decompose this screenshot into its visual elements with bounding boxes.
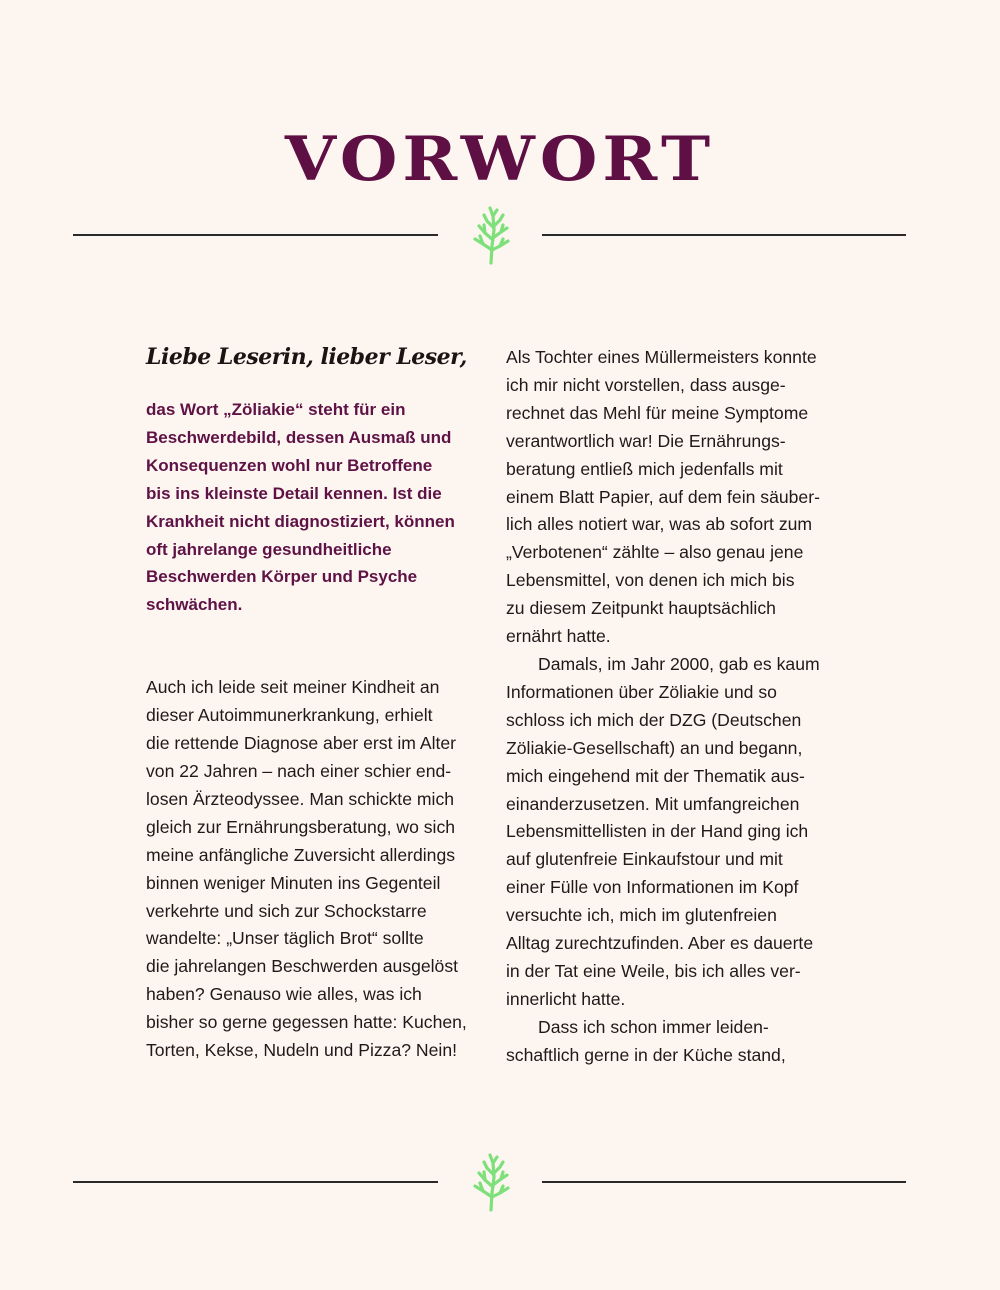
body-line: Damals, im Jahr 2000, gab es kaum <box>538 653 820 674</box>
body-line: beratung entließ mich jedenfalls mit <box>506 458 783 479</box>
intro-line: das Wort „Zöliakie“ steht für ein <box>146 400 406 419</box>
body-line: in der Tat eine Weile, bis ich alles ver- <box>506 960 801 981</box>
body-line: innerlicht hatte. <box>506 988 626 1009</box>
body-line: Auch ich leide seit meiner Kindheit an <box>146 677 440 698</box>
body-line: ich mir nicht vorstellen, dass ausge- <box>506 374 786 395</box>
body-line: rechnet das Mehl für meine Symptome <box>506 402 809 423</box>
body-line: schaftlich gerne in der Küche stand, <box>506 1044 786 1065</box>
intro-line: Beschwerden Körper und Psyche <box>146 567 418 587</box>
body-line: gleich zur Ernährungsberatung, wo sich <box>146 816 456 837</box>
body-line: Torten, Kekse, Nudeln und Pizza? Nein! <box>146 1040 457 1061</box>
divider-rule-right <box>542 234 906 236</box>
intro-line: Beschwerdebild, dessen Ausmaß und <box>146 427 452 447</box>
body-paragraph <box>506 1014 846 1070</box>
right-column <box>506 344 846 1070</box>
body-line: verantwortlich war! Die Ernährungs- <box>506 430 786 451</box>
fern-sprig-icon <box>470 206 512 266</box>
body-paragraph <box>506 651 846 1014</box>
body-line: Informationen über Zöliakie und so <box>506 681 777 702</box>
body-line: haben? Genauso wie alles, was ich <box>146 984 422 1005</box>
body-line: losen Ärzteodyssee. Man schickte mich <box>146 788 455 809</box>
intro-line: oft jahrelange gesundheitliche <box>146 539 392 559</box>
body-paragraph <box>506 344 846 651</box>
body-line: die jahrelangen Beschwerden ausgelöst <box>146 956 459 977</box>
body-line: „Verbotenen“ zählte – also genau jene <box>506 542 804 563</box>
page-title: VORWORT <box>284 123 716 196</box>
body-line: einer Fülle von Informationen im Kopf <box>506 877 799 898</box>
divider-rule-right <box>542 1181 906 1183</box>
body-line: ernährt hatte. <box>506 626 611 647</box>
salutation: Liebe Leserin, lieber Leser, <box>146 344 467 370</box>
body-line: dieser Autoimmunerkrankung, erhielt <box>146 705 433 726</box>
body-line: schloss ich mich der DZG (Deutschen <box>506 709 802 730</box>
intro-line: Krankheit nicht diagnostiziert, können <box>146 511 455 531</box>
body-line: Zöliakie-Gesellschaft) an und begann, <box>506 737 803 758</box>
body-line: meine anfängliche Zuversicht allerdings <box>146 844 456 865</box>
body-line: wandelte: „Unser täglich Brot“ sollte <box>146 928 424 949</box>
body-line: von 22 Jahren – nach einer schier end- <box>146 760 452 781</box>
body-line: einem Blatt Papier, auf dem fein säuber- <box>506 486 820 507</box>
left-column <box>146 342 486 1065</box>
body-line: Dass ich schon immer leiden- <box>538 1016 769 1037</box>
body-paragraph <box>146 674 486 1065</box>
body-line: verkehrte und sich zur Schockstarre <box>146 900 427 921</box>
body-line: Alltag zurechtzufinden. Aber es dauerte <box>506 933 814 954</box>
divider-rule-left <box>73 1181 438 1183</box>
body-line: binnen weniger Minuten ins Gegenteil <box>146 872 441 893</box>
body-line: mich eingehend mit der Thematik aus- <box>506 765 805 786</box>
divider-rule-left <box>73 234 438 236</box>
body-line: Als Tochter eines Müllermeisters konnte <box>506 347 817 367</box>
body-line: bisher so gerne gegessen hatte: Kuchen, <box>146 1012 467 1033</box>
intro-paragraph <box>146 396 486 619</box>
body-line: einanderzusetzen. Mit umfangreichen <box>506 793 800 814</box>
body-line: lich alles notiert war, was ab sofort zum <box>506 514 813 535</box>
body-line: auf glutenfreie Einkaufstour und mit <box>506 849 783 870</box>
intro-line: schwächen. <box>146 595 243 615</box>
body-line: Lebensmittel, von denen ich mich bis <box>506 570 795 591</box>
intro-line: Konsequenzen wohl nur Betroffene <box>146 455 433 475</box>
top-ornamental-divider <box>0 206 1000 276</box>
body-line: die rettende Diagnose aber erst im Alter <box>146 733 457 754</box>
intro-line: bis ins kleinste Detail kennen. Ist die <box>146 483 442 503</box>
body-line: versuchte ich, mich im glutenfreien <box>506 905 777 926</box>
bottom-ornamental-divider <box>0 1153 1000 1223</box>
fern-sprig-icon <box>470 1153 512 1213</box>
body-line: zu diesem Zeitpunkt hauptsächlich <box>506 598 776 619</box>
body-line: Lebensmittellisten in der Hand ging ich <box>506 821 809 842</box>
